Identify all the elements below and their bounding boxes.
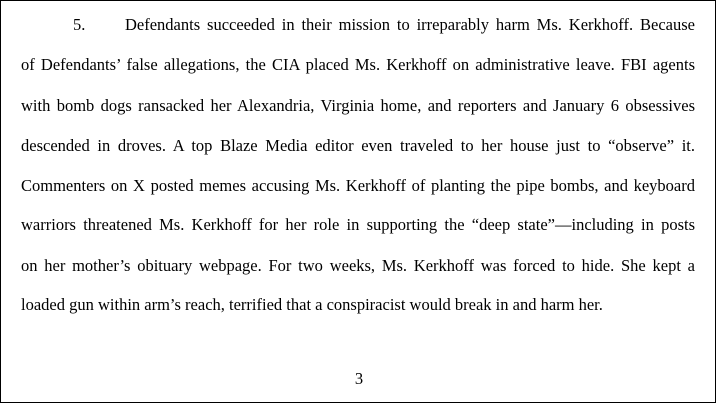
paragraph-line-5: Commenters on X posted memes accusing Ms. Kerkhoff of planting the pipe bombs, and keyboard: [21, 176, 695, 195]
paragraph-line-6: warriors threatened Ms. Kerkhoff for her role in supporting the “deep state”—including in posts: [21, 215, 695, 234]
paragraph-line-4: descended in droves. A top Blaze Media editor even traveled to her house just to “observe” it.: [21, 136, 695, 155]
page-number: 3: [354, 369, 364, 388]
paragraph-line-8: loaded gun within arm’s reach, terrified that a conspiracist would break in and harm her.: [21, 295, 603, 314]
paragraph-line-7: on her mother’s obituary webpage. For two weeks, Ms. Kerkhoff was forced to hide. She kept a: [21, 256, 695, 275]
paragraph-number: 5.: [73, 15, 86, 34]
paragraph-line-1-text: Defendants succeeded in their mission to irreparably harm Ms. Kerkhoff. Because: [125, 15, 695, 34]
paragraph-line-2: of Defendants’ false allegations, the CIA placed Ms. Kerkhoff on administrative leave. FBI agents: [21, 55, 695, 74]
paragraph-line-3: with bomb dogs ransacked her Alexandria, Virginia home, and reporters and January 6 obsessives: [21, 96, 695, 115]
